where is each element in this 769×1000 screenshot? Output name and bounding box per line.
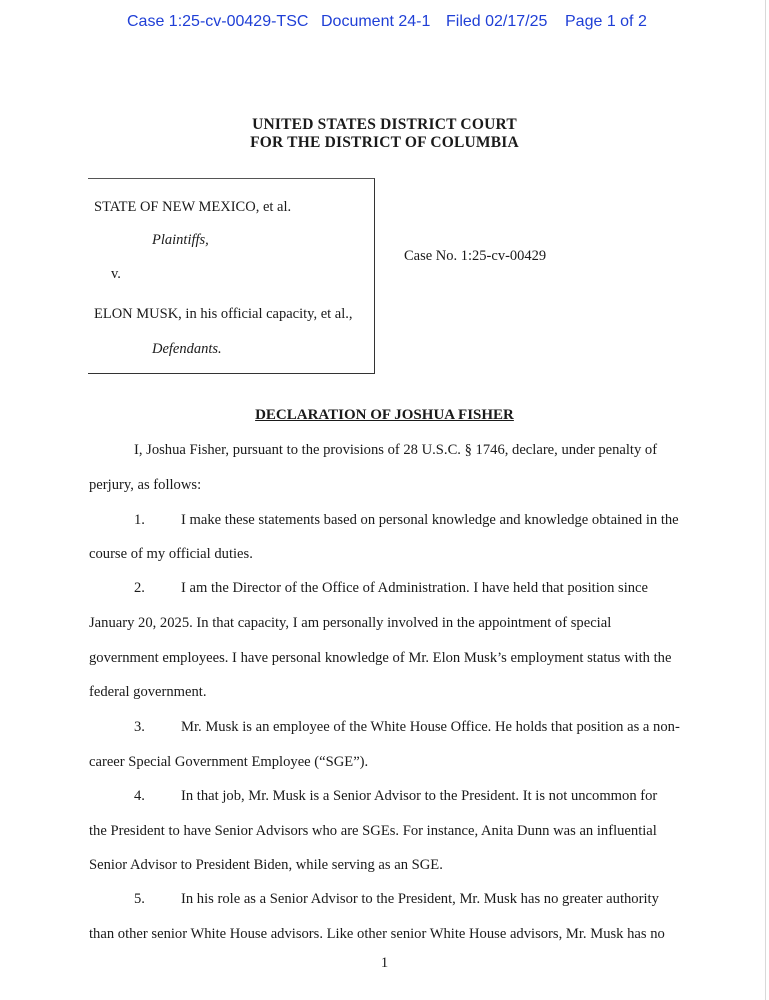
- versus: v.: [111, 266, 121, 282]
- paragraph-2-line-4: federal government.: [89, 684, 207, 700]
- paragraph-5-line-1: In his role as a Senior Advisor to the President, Mr. Musk has no greater authority: [181, 891, 659, 907]
- paragraph-2-line-1: I am the Director of the Office of Administration. I have held that position since: [181, 580, 649, 596]
- header-filed-date: Filed 02/17/25: [446, 13, 548, 30]
- paragraph-4-line-2: the President to have Senior Advisors who are SGEs. For instance, Anita Dunn was an influential: [89, 823, 657, 839]
- case-number: Case No. 1:25-cv-00429: [404, 248, 547, 264]
- header-page-count: Page 1 of 2: [565, 13, 647, 30]
- header-case-number: Case 1:25-cv-00429-TSC: [127, 13, 309, 30]
- defendant-role: Defendants.: [152, 341, 222, 357]
- plaintiff-role: Plaintiffs,: [152, 232, 209, 248]
- paragraph-5-line-2: than other senior White House advisors. Like other senior White House advisors, Mr. Musk has no: [89, 926, 665, 942]
- filing-header: [0, 13, 769, 35]
- paragraph-1-line-2: course of my official duties.: [89, 546, 253, 562]
- paragraph-2-line-3: government employees. I have personal knowledge of Mr. Elon Musk’s employment status with the: [89, 650, 672, 666]
- defendant-name: ELON MUSK, in his official capacity, et al.,: [94, 306, 353, 322]
- header-document-number: Document 24-1: [321, 13, 431, 30]
- paragraph-4-number: 4.: [134, 788, 145, 804]
- intro-line-1: I, Joshua Fisher, pursuant to the provisions of 28 U.S.C. § 1746, declare, under penalty of: [134, 442, 658, 458]
- paragraph-3-number: 3.: [134, 719, 145, 735]
- paragraph-2-line-2: January 20, 2025. In that capacity, I am personally involved in the appointment of special: [89, 615, 612, 631]
- paragraph-1-number: 1.: [134, 512, 145, 528]
- plaintiff-name: STATE OF NEW MEXICO, et al.: [94, 199, 292, 215]
- paragraph-3-line-1: Mr. Musk is an employee of the White House Office. He holds that position as a non-: [181, 719, 680, 735]
- court-name-line-1: UNITED STATES DISTRICT COURT: [252, 116, 517, 133]
- court-name-line-2: FOR THE DISTRICT OF COLUMBIA: [250, 134, 519, 151]
- declaration-title-text: DECLARATION OF JOSHUA FISHER: [255, 407, 514, 423]
- paragraph-2-number: 2.: [134, 580, 145, 596]
- paragraph-3-line-2: career Special Government Employee (“SGE”).: [89, 754, 369, 770]
- paragraph-4-line-3: Senior Advisor to President Biden, while serving as an SGE.: [89, 857, 443, 873]
- declaration-title: [0, 407, 769, 424]
- paragraph-1-line-1: I make these statements based on personal knowledge and knowledge obtained in the: [181, 512, 679, 528]
- paragraph-4-line-1: In that job, Mr. Musk is a Senior Advisor to the President. It is not uncommon for: [181, 788, 658, 804]
- intro-line-2: perjury, as follows:: [89, 477, 202, 493]
- page-edge-line: [765, 0, 766, 1000]
- paragraph-5-number: 5.: [134, 891, 145, 907]
- page-number: 1: [380, 955, 389, 971]
